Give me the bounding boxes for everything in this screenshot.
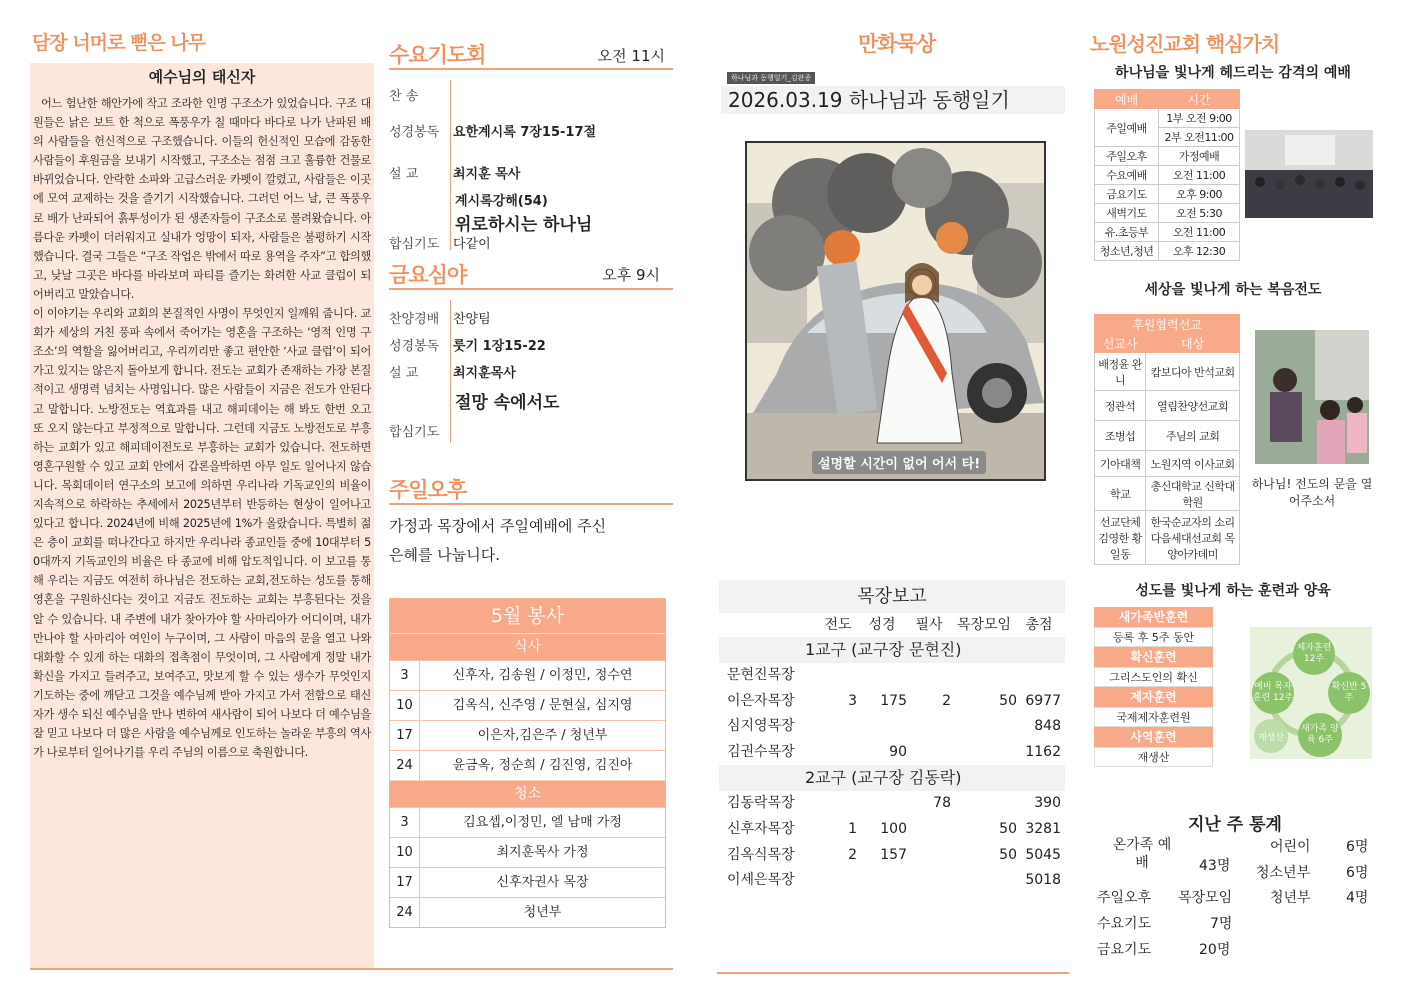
missionary: 조병섭: [1095, 421, 1146, 451]
mission-target: 노원지역 이사교회: [1146, 451, 1240, 477]
report-row: [719, 663, 1065, 689]
report-cell: [857, 663, 907, 689]
names: 청년부: [523, 905, 562, 920]
row-label: 합심기도: [389, 425, 440, 440]
report-cell: [951, 791, 1017, 817]
names: 이은자,김은주 / 청년부: [477, 728, 608, 743]
col-header: 총점: [1025, 617, 1053, 633]
report-cell: [907, 817, 951, 843]
essay-title: 예수님의 태신자: [148, 68, 256, 86]
mission-target: 열림찬양선교회: [1146, 391, 1240, 421]
training-value: 재생산: [1094, 747, 1213, 767]
training-head: 사역훈련: [1094, 727, 1213, 747]
day: 3: [390, 808, 420, 837]
training-title: 성도를 빛나게 하는 훈련과 양육: [1135, 583, 1331, 599]
day: 10: [390, 691, 420, 720]
training-head: 제자훈련: [1094, 687, 1213, 707]
report-cell: 2: [848, 846, 857, 863]
col-header: 성경: [868, 617, 896, 633]
row-label: 설 교: [389, 167, 419, 182]
worship-table: [1094, 89, 1240, 261]
row-value: 찬양팀: [453, 312, 491, 327]
missionary: 학교: [1095, 477, 1146, 511]
stat-label: 수요기도: [1097, 916, 1152, 932]
essay-body: [33, 94, 371, 762]
mission-target: 총신대학교 신학대학원: [1146, 477, 1240, 511]
col-header: 대상: [1146, 334, 1240, 353]
fri-row-scripture: [389, 335, 546, 354]
report-row: [719, 843, 1065, 869]
report-row: [719, 689, 1065, 715]
report-cell: [951, 740, 1017, 766]
table-row: [390, 690, 665, 720]
names: 윤금옥, 정순희 / 김진영, 김진아: [452, 758, 633, 773]
section-title-values: 노원성진교회 핵심가치: [1090, 32, 1280, 56]
stat-label: 청년부: [1270, 890, 1311, 906]
row-value: [449, 85, 453, 104]
wed-service-title: 수요기도회: [389, 43, 486, 67]
names: 신후자, 김송원 / 이정민, 정수연: [452, 668, 633, 683]
report-cell: [951, 714, 1017, 740]
mission-target: 한국순교자의 소리 다음세대선교회 목양아카데미: [1146, 511, 1240, 565]
report-row: [719, 791, 1065, 817]
worship-name: 금요기도: [1095, 185, 1159, 204]
wed-sermon-series: 계시록강해(54): [455, 194, 548, 209]
stat-label: 청소년부: [1256, 865, 1311, 881]
cartoon-speech: 설명할 시간이 없어 어서 타!: [812, 451, 986, 474]
stat-value: 20명: [1199, 942, 1231, 958]
cartoon-caption: 하나님과 동행일기_김완종: [727, 72, 815, 84]
mission-table-title: 후원협력선교: [1095, 315, 1240, 334]
report-row-name: 김옥식목장: [727, 846, 795, 863]
worship-name: 청소년,청년: [1095, 242, 1159, 261]
clean-title: 청소: [390, 780, 665, 807]
wed-service-time: 오전 11시: [597, 47, 665, 65]
names: 최지훈목사 가정: [496, 845, 589, 860]
table-row: [390, 897, 665, 927]
training-value: 등록 후 5주 동안: [1094, 627, 1213, 647]
essay-paragraph: 이 이야기는 우리와 교회의 본질적인 사명이 무엇인지 일깨워 줍니다. 교회가 세상의 거친 풍파 속에서 죽어가는 영혼을 구조하는 ‘영적 인명 구조소’의 역할을 잃어버리고, 우리끼리만 좋고 편안한 ‘사교 클럽’이 되어가고 있지는 않은지 돌아보게 합니다. 전도는 교회가 존재하는 가장 본질적이고 생명력 넘치는 사명입니다. 많은 사람들이 지금은 전도가 안된다고 말합니다. 노방전도는 역효과를 내고 해피데이는 해 봐도 한번 오고 또 오지 않는다고 부정적으로 말합니다. 그런데 지금도 노방전도로 부흥하는 교회가 있고 해피데이전도로 부흥하는 교회가 있습니다. 전도하면 영혼구원할 수 있고 교회 안에서 갑론을박하면 아무 일도 일어나지 않습니다. 목회데이터 연구소의 보고에 의하면 우리나라 기독교인의 비율이 지속적으로 하락하는 추세에서 2025년부터 반등하는 현상이 일어나고 있다고 합니다. 2024년에 비해 2025년에 1%가 올랐습니다. 특별히 젊은 층이 교회를 떠나간다고 하지만 우리나라 종교인들 중에 10대부터 50대까지 기독교인의 비율은 타 종교에 비해 압도적입니다. 이 보고를 통해 우리는 지금도 여전히 하나님은 전도하는 교회,전도하는 성도를 통해 영혼을 구원하신다는 것이고 지금도 전도하는 교회는 부흥된다는 것을 알 수 있습니다. 내 주변에 내가 찾아가야 할 사마리아가 어디이며, 내가 만나야 할 사마리아 여인이 누구이며, 그 사람이 마음의 문을 열고 나와 대화할 수 있게 하는 대화의 접촉점이 무엇이며, 그 사람에게 정말 내가 확신을 가지고 들려주고, 보여주고, 맛보게 할 수 있는 생수가 무엇인지 기도하는 중에 깨닫고 그것을 예수님께 받아 가지고 가서 전함으로 태신자가 생수 되신 예수님을 만나 변하여 새사람이 되어 나보다 더 예수님을 잘 믿고 나보다 더 많은 사람을 예수님께로 인도하는 놀라운 부흥의 역사가 나로부터 일어나기를 우리 주님의 이름으로 축원합니다.: [33, 307, 371, 760]
table-row: [390, 837, 665, 867]
stat-value: 4명: [1346, 890, 1369, 906]
bottom-rule: [30, 968, 673, 970]
stat-value: 6명: [1346, 865, 1369, 881]
cycle-top: 제자훈련 12주: [1293, 633, 1335, 675]
report-cell: [819, 868, 857, 894]
report-row: [719, 868, 1065, 894]
report-cell: 6977: [1025, 692, 1061, 709]
mission-photo-image: [1255, 330, 1369, 464]
church-photo: [1245, 130, 1373, 218]
fri-row-sermon: [389, 362, 516, 381]
report-cell: [907, 740, 951, 766]
report-cell: 2: [942, 692, 951, 709]
cycle-bottom-right: 새가족 양육 6주: [1298, 713, 1342, 757]
report-cell: 5018: [1025, 872, 1061, 889]
service-title: 5월 봉사: [390, 599, 665, 633]
names: 김옥식, 신주영 / 문현실, 심지영: [452, 698, 633, 713]
day: 24: [390, 751, 420, 780]
report-row-name: 문현진목장: [727, 667, 795, 683]
mission-target: 캄보디아 반석교회: [1146, 353, 1240, 391]
mission-photo-caption: 하나님! 전도의 문을 열어주소서: [1251, 477, 1373, 508]
report-cell: 5045: [1025, 846, 1061, 863]
sunday-pm-text-2: 은혜를 나눕니다.: [389, 546, 500, 564]
stat-label: 어린이: [1270, 839, 1311, 855]
worship-time: 오전 11:00: [1159, 223, 1240, 242]
fri-rule: [389, 288, 673, 290]
names: 김요셉,이정민, 엘 남매 가정: [463, 815, 622, 830]
wed-row-scripture: [389, 121, 596, 140]
col-header: 목장모임: [956, 617, 1012, 633]
worship-name: 수요예배: [1095, 166, 1159, 185]
worship-time: 오후 9:00: [1159, 185, 1240, 204]
sunday-pm-rule: [389, 503, 673, 505]
row-label: 성경봉독: [389, 339, 440, 354]
report-row-name: 김동락목장: [727, 795, 795, 812]
fri-row-prayer: [389, 421, 449, 440]
col-header: 필사: [915, 617, 943, 633]
col-header: 시간: [1159, 90, 1240, 109]
missionary: 배정윤 완 니: [1095, 353, 1146, 391]
report-cell: [819, 740, 857, 766]
report-cell: 90: [889, 743, 907, 760]
wed-rule: [389, 68, 673, 70]
stats-title: 지난 주 통계: [1188, 815, 1282, 835]
stat-value: 7명: [1210, 916, 1233, 932]
worship-time: 오전 11:00: [1159, 166, 1240, 185]
row-value: 최지훈 목사: [453, 167, 521, 182]
row-label: 찬양경배: [389, 312, 440, 327]
report-cell: 3281: [1025, 820, 1061, 837]
wed-row-prayer: [389, 233, 491, 252]
col-header: 전도: [824, 617, 852, 633]
cartoon-illustration: [747, 143, 1044, 479]
report-cell: [951, 868, 1017, 894]
cycle-left: 예비 목자훈련 12주: [1252, 672, 1294, 714]
report-cell: [907, 714, 951, 740]
report-cell: [907, 663, 951, 689]
missionary: 기아대책: [1095, 451, 1146, 477]
day: 3: [390, 661, 420, 690]
report-cell: 50: [999, 846, 1017, 863]
report-cell: 50: [999, 820, 1017, 837]
stat-label: 금요기도: [1097, 942, 1152, 958]
table-row: [390, 720, 665, 750]
report-cell: 157: [880, 846, 907, 863]
worship-name: 새벽기도: [1095, 204, 1159, 223]
mission-target: 주님의 교회: [1146, 421, 1240, 451]
cartoon-date-title: 2026.03.19 하나님과 동행일기: [721, 86, 1065, 114]
table-row: [390, 750, 665, 780]
wed-row-sermon: [389, 163, 520, 182]
report-cell: 78: [933, 795, 951, 812]
row-value: 요한계시록 7장15-17절: [453, 125, 597, 140]
stat-value: 6명: [1346, 839, 1369, 855]
day: 24: [390, 898, 420, 927]
worship-time: 2부 오전11:00: [1159, 128, 1240, 147]
table-row: [390, 867, 665, 897]
essay-paragraph: 어느 험난한 해안가에 작고 조라한 인명 구조소가 있었습니다. 구조 대원들은 낡은 보트 한 척으로 폭풍우가 칠 때마다 바다로 나가 난파된 배의 사람들을 헌신적으로 구조했습니다. 이들의 헌신적인 모습에 감동한 사람들이 후원금을 보내기 시작했고, 구조소는 점점 크고 훌륭한 건물로 바뀌었습니다. 안락한 소파와 고급스러운 카펫이 깔렸고, 사람들은 이곳에 모여 교제하는 것을 즐기기 시작했습니다. 그러던 어느 날, 큰 폭풍우로 배가 난파되어 흙투성이가 된 생존자들이 구조소로 몰려왔습니다. 아름다운 카펫이 더러워지고 실내가 엉망이 되자, 사람들은 불평하기 시작했습니다. 결국 그들은 “구조 작업은 밖에서 따로 용역을 주자”고 합의했고, 낮날 그곳은 바다를 바라보며 파티를 즐기는 화려한 사교 클럽이 되어버리고 말았습니다.: [33, 97, 371, 301]
worship-name: 유.초등부: [1095, 223, 1159, 242]
stat-value: 목장모임: [1178, 890, 1233, 906]
section-title-cartoon: 만화묵상: [858, 32, 936, 56]
report-cell: [857, 791, 907, 817]
fri-row-praise: [389, 308, 491, 327]
worship-time: 오후 12:30: [1159, 242, 1240, 261]
report-cell: [857, 714, 907, 740]
stat-label: 주일오후: [1097, 890, 1152, 906]
fri-service-title: 금요심야: [389, 263, 467, 287]
cartoon-image: [745, 141, 1046, 481]
mission-title: 세상을 빛나게 하는 복음전도: [1144, 282, 1322, 298]
group-title: 2교구 (교구장 김동락): [719, 765, 1065, 791]
report-row-name: 심지영목장: [727, 718, 795, 735]
wed-row-hymn: [389, 85, 453, 104]
sunday-pm-text-1: 가정과 목장에서 주일예배에 주신: [389, 517, 607, 535]
report-table: [719, 580, 1065, 894]
report-row: [719, 714, 1065, 740]
report-cell: [857, 868, 907, 894]
report-cell: 50: [999, 692, 1017, 709]
missionary: 선교단체 김영한 황일동: [1095, 511, 1146, 565]
report-row-name: 신후자목장: [727, 820, 795, 837]
report-row-name: 이은자목장: [727, 692, 795, 709]
row-label: 합심기도: [389, 237, 440, 252]
row-value: 최지훈목사: [453, 366, 516, 381]
training-head: 새가족반훈련: [1094, 607, 1213, 627]
report-cell: 390: [1034, 795, 1061, 812]
report-cell: [907, 868, 951, 894]
report-title: 목장보고: [719, 580, 1065, 613]
report-cell: 1162: [1025, 743, 1061, 760]
stat-label: 온가족 예배: [1112, 837, 1172, 871]
group-title: 1교구 (교구장 문현진): [719, 637, 1065, 663]
wed-sermon-title: 위로하시는 하나님: [455, 215, 593, 235]
sunday-pm-title: 주일오후: [389, 478, 467, 502]
worship-time: 1부 오전 9:00: [1159, 109, 1240, 128]
row-value: 룻기 1장15-22: [453, 339, 546, 354]
mission-photo: [1255, 330, 1369, 464]
row-value: 다같이: [453, 237, 491, 252]
worship-time: 가정예배: [1159, 147, 1240, 166]
day: 10: [390, 838, 420, 867]
fri-service-time: 오후 9시: [602, 266, 660, 284]
report-cell: [1017, 663, 1061, 689]
day: 17: [390, 868, 420, 897]
report-cell: 848: [1034, 718, 1061, 735]
report-cell: [907, 843, 951, 869]
report-cell: [819, 663, 857, 689]
worship-name: 주일예배: [1095, 109, 1159, 147]
stat-value: 43명: [1199, 858, 1231, 874]
fri-sermon-title: 절망 속에서도: [455, 393, 560, 413]
training-head: 확신훈련: [1094, 647, 1213, 667]
worship-time: 오전 5:30: [1159, 204, 1240, 223]
names: 신후자권사 목장: [496, 875, 589, 890]
report-columns: [719, 613, 1065, 637]
report-row-name: 김권수목장: [727, 743, 795, 760]
section-title-tree: 담장 너머로 뻗은 나무: [32, 32, 206, 54]
report-cell: 3: [848, 692, 857, 709]
church-photo-image: [1245, 130, 1373, 218]
report-cell: 175: [880, 692, 907, 709]
bottom-rule: [717, 972, 1069, 974]
worship-title: 하나님을 빛나게 헤드리는 감격의 예배: [1115, 65, 1351, 81]
table-row: [390, 660, 665, 690]
cycle-right: 확신반 5주: [1328, 672, 1370, 714]
meal-title: 식사: [390, 633, 665, 660]
row-label: 찬 송: [389, 89, 419, 104]
col-header: 예배: [1095, 90, 1159, 109]
row-label: 성경봉독: [389, 125, 440, 140]
day: 17: [390, 721, 420, 750]
report-cell: [819, 791, 857, 817]
report-row: [719, 740, 1065, 766]
table-row: [390, 807, 665, 837]
report-cell: 100: [880, 820, 907, 837]
missionary: 정관석: [1095, 391, 1146, 421]
mission-table: [1094, 314, 1240, 565]
training-value: 국제제자훈련원: [1094, 707, 1213, 727]
service-table: [389, 598, 666, 928]
row-label: 설 교: [389, 366, 419, 381]
report-row-name: 이세은목장: [727, 872, 795, 889]
worship-name: 주일오후: [1095, 147, 1159, 166]
report-cell: [951, 663, 1017, 689]
training-value: 그리스도인의 확신: [1094, 667, 1213, 687]
report-row: [719, 817, 1065, 843]
training-cycle-diagram: [1250, 627, 1372, 759]
cycle-bottom-left: 재생산: [1254, 719, 1288, 753]
training-list: [1094, 607, 1213, 767]
col-header: 선교사: [1095, 334, 1146, 353]
report-cell: [819, 714, 857, 740]
report-cell: 1: [848, 820, 857, 837]
